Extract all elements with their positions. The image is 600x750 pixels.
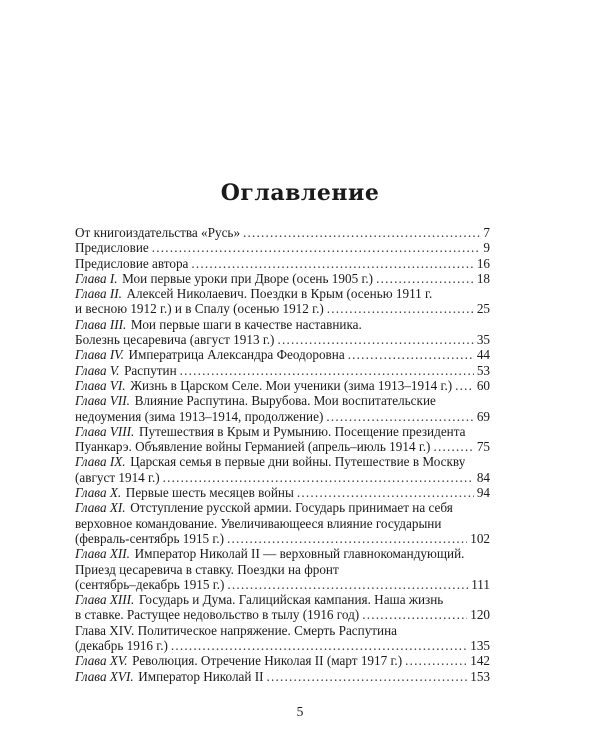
toc-entry [75, 378, 490, 393]
entry-title: Предисловие [75, 240, 149, 256]
toc-entry [75, 240, 490, 255]
toc-line [75, 332, 490, 347]
dot-leader [243, 225, 480, 240]
dot-leader [327, 301, 474, 316]
dot-leader [455, 378, 474, 393]
toc-line [75, 271, 490, 286]
toc-entry [75, 225, 490, 240]
toc-line [75, 669, 490, 684]
toc-line [75, 516, 490, 531]
entry-page-number: 35 [476, 332, 490, 348]
entry-title: Император Николай II [138, 668, 264, 684]
entry-page-number: 60 [476, 377, 490, 393]
entry-title: Первые шесть месяцев войны [125, 485, 294, 501]
toc-line [75, 363, 490, 378]
chapter-label: Глава IX. [75, 454, 126, 470]
toc-entry [75, 500, 490, 546]
dot-leader [227, 531, 467, 546]
entry-title: Путешествия в Крым и Румынию. Посещение президента [138, 423, 466, 439]
toc-line [75, 485, 490, 500]
dot-leader [277, 332, 473, 347]
dot-leader [376, 271, 474, 286]
toc-line [75, 546, 490, 561]
chapter-label: Глава IV. [75, 347, 124, 363]
chapter-label: Глава XV. [75, 653, 128, 669]
chapter-label: Глава II. [75, 286, 122, 302]
entry-title: Пуанкарэ. Объявление войны Германией (апрель–июль 1914 г.) [75, 439, 431, 455]
toc-entry [75, 271, 490, 286]
chapter-label: Глава VII. [75, 393, 130, 409]
toc-line [75, 317, 490, 332]
toc-entry [75, 546, 490, 592]
dot-leader [267, 669, 468, 684]
entry-title: Болезнь цесаревича (август 1913 г.) [75, 332, 275, 348]
entry-title: верховное командование. Увеличивающееся влияние государыни [75, 515, 442, 531]
toc-entry [75, 347, 490, 362]
entry-page-number: 94 [476, 485, 490, 501]
toc-entry [75, 256, 490, 271]
dot-leader [171, 638, 467, 653]
toc-line [75, 439, 490, 454]
entry-title: Предисловие автора [75, 255, 189, 271]
entry-title: (сентябрь–декабрь 1915 г.) [75, 576, 225, 592]
entry-title: Мои первые шаги в качестве наставника. [130, 316, 362, 332]
toc-line [75, 240, 490, 255]
dot-leader [180, 363, 474, 378]
entry-page-number: 16 [476, 255, 490, 271]
toc-line [75, 562, 490, 577]
toc-line [75, 424, 490, 439]
toc-line [75, 256, 490, 271]
entry-title: Императрица Александра Феодоровна [128, 347, 345, 363]
toc-line [75, 225, 490, 240]
dot-leader [227, 577, 468, 592]
entry-page-number: 153 [470, 668, 490, 684]
entry-title: (август 1914 г.) [75, 469, 160, 485]
toc-line [75, 393, 490, 408]
dot-leader [152, 240, 481, 255]
entry-title: Император Николай II — верховный главнокомандующий. [134, 546, 465, 562]
toc-line [75, 454, 490, 469]
entry-title: Царская семья в первые дни войны. Путешествие в Москву [130, 454, 466, 470]
toc-line [75, 638, 490, 653]
toc-line [75, 531, 490, 546]
dot-leader [297, 485, 474, 500]
entry-page-number: 135 [470, 638, 490, 654]
entry-page-number: 102 [470, 530, 490, 546]
toc-line [75, 623, 490, 638]
entry-title: в ставке. Растущее недовольство в тылу (1916 год) [75, 607, 360, 623]
dot-leader [362, 607, 467, 622]
chapter-label: Глава XVI. [75, 668, 134, 684]
chapter-label: Глава XIII. [75, 592, 135, 608]
toc-entry [75, 669, 490, 684]
toc-entry [75, 363, 490, 378]
entry-title: Алексей Николаевич. Поездки в Крым (осенью 1911 г. [126, 286, 433, 302]
toc-entry [75, 592, 490, 623]
entry-title: Мои первые уроки при Дворе (осень 1905 г.) [122, 270, 374, 286]
entry-page-number: 18 [476, 270, 490, 286]
chapter-label: Глава VI. [75, 377, 126, 393]
toc-line [75, 653, 490, 668]
table-of-contents [75, 225, 490, 684]
entry-page-number: 44 [476, 347, 490, 363]
entry-page-number: 120 [470, 607, 490, 623]
entry-title: От книгоиздательства «Русь» [75, 225, 241, 240]
toc-line [75, 409, 490, 424]
entry-page-number: 111 [471, 576, 490, 592]
entry-page-number: 7 [483, 225, 490, 240]
entry-title: Отступление русской армии. Государь принимает на себя [130, 500, 453, 516]
entry-title: Революция. Отречение Николая II (март 1917 г.) [132, 653, 403, 669]
entry-page-number: 25 [476, 301, 490, 317]
toc-entry [75, 653, 490, 668]
dot-leader [163, 470, 474, 485]
toc-line [75, 500, 490, 515]
entry-title: Государь и Дума. Галицийская кампания. Наша жизнь [138, 592, 444, 608]
entry-page-number: 9 [483, 240, 490, 256]
toc-line [75, 286, 490, 301]
chapter-label: Глава XII. [75, 546, 130, 562]
chapter-label: Глава VIII. [75, 423, 135, 439]
entry-page-number: 69 [476, 408, 490, 424]
toc-entry [75, 424, 490, 455]
entry-title: Приезд цесаревича в ставку. Поездки на фронт [75, 561, 339, 577]
entry-title: (февраль-сентябрь 1915 г.) [75, 530, 225, 546]
toc-entry [75, 454, 490, 485]
dot-leader [191, 256, 473, 271]
entry-title: Распутин [124, 362, 177, 378]
page-number: 5 [296, 704, 304, 719]
page-title: Оглавление [220, 180, 380, 206]
entry-page-number: 142 [470, 653, 490, 669]
entry-title: Глава XIV. Политическое напряжение. Смерть Распутина [75, 622, 398, 638]
toc-entry [75, 286, 490, 317]
chapter-label: Глава X. [75, 485, 122, 501]
entry-page-number: 84 [476, 469, 490, 485]
toc-line [75, 577, 490, 592]
toc-line [75, 592, 490, 607]
entry-title: (декабрь 1916 г.) [75, 638, 168, 654]
entry-title: Влияние Распутина. Вырубова. Мои воспитательские [134, 393, 436, 409]
entry-title: и весною 1912 г.) и в Спалу (осенью 1912 г.) [75, 301, 324, 317]
dot-leader [405, 653, 467, 668]
toc-line [75, 470, 490, 485]
entry-page-number: 75 [476, 439, 490, 455]
entry-title: недоумения (зима 1913–1914, продолжение) [75, 408, 324, 424]
entry-page-number: 53 [476, 362, 490, 378]
dot-leader [433, 439, 473, 454]
chapter-label: Глава XI. [75, 500, 126, 516]
chapter-label: Глава I. [75, 270, 118, 286]
dot-leader [326, 409, 473, 424]
chapter-label: Глава V. [75, 362, 120, 378]
toc-entry [75, 485, 490, 500]
toc-entry [75, 393, 490, 424]
toc-entry [75, 623, 490, 654]
dot-leader [348, 347, 474, 362]
toc-line [75, 301, 490, 316]
toc-line [75, 347, 490, 362]
chapter-label: Глава III. [75, 316, 127, 332]
toc-line [75, 378, 490, 393]
entry-title: Жизнь в Царском Селе. Мои ученики (зима 1913–1914 г.) [130, 377, 453, 393]
toc-line [75, 607, 490, 622]
toc-entry [75, 317, 490, 348]
